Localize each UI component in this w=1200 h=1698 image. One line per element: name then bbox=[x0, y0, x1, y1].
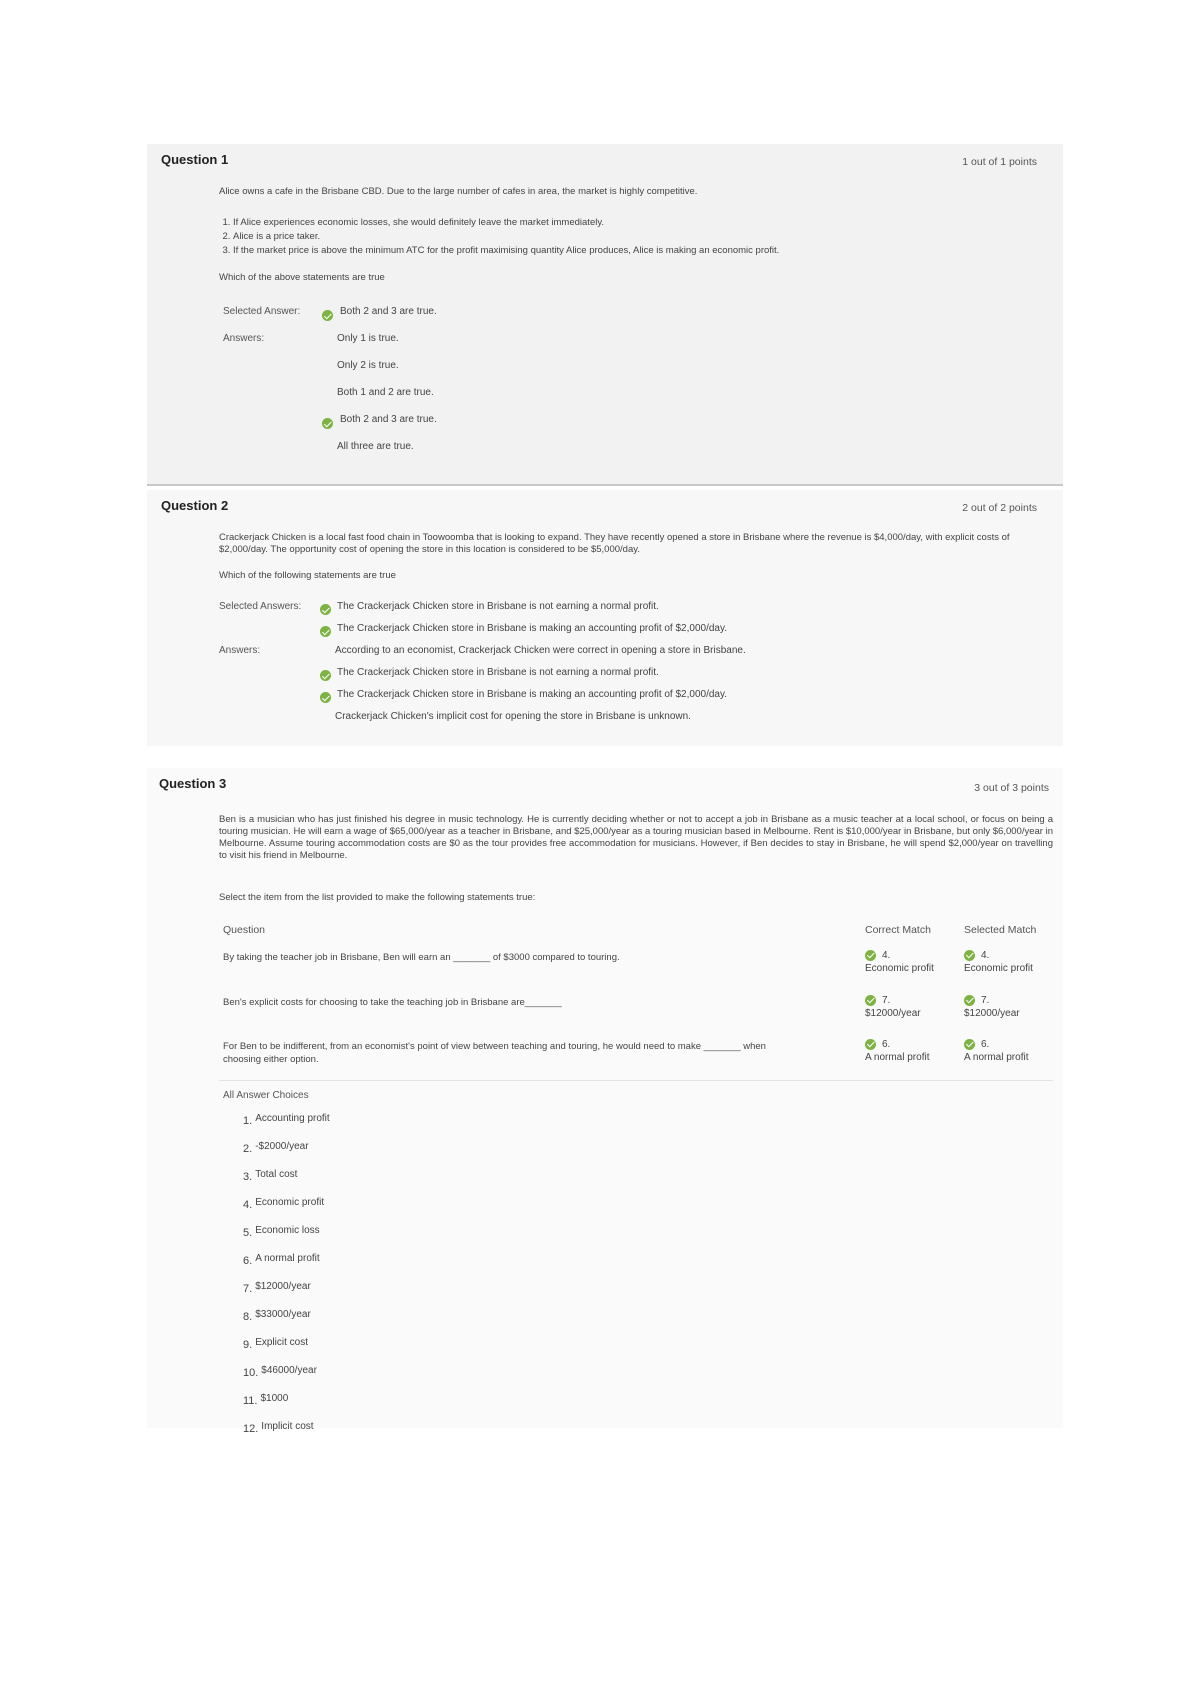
table-divider bbox=[219, 1080, 1053, 1081]
answer-choice: 3. Total cost bbox=[243, 1169, 298, 1183]
correct-check-icon bbox=[865, 950, 876, 961]
question-text: Crackerjack Chicken is a local fast food chain in Toowoomba that is looking to expand. They have recently opened a store in Brisbane where the revenue is $4,000/day, with explicit costs of $2,000/day. The opportunity cost of opening the store in this location is considered to be $5,000/day. bbox=[219, 532, 1010, 555]
question-2-panel bbox=[147, 490, 1063, 746]
match-number: 6. bbox=[981, 1039, 990, 1050]
answer-choice: 5. Economic loss bbox=[243, 1225, 320, 1239]
answer-option: The Crackerjack Chicken store in Brisbane is making an accounting profit of $2,000/day. bbox=[337, 689, 728, 700]
answer-choice: 6. A normal profit bbox=[243, 1253, 320, 1267]
answer-choice: 11. $1000 bbox=[243, 1393, 289, 1407]
correct-check-icon bbox=[322, 418, 333, 429]
answer-option: Both 1 and 2 are true. bbox=[337, 387, 434, 398]
match-question: By taking the teacher job in Brisbane, Ben will earn an _______ of $3000 compared to touring. bbox=[223, 952, 620, 963]
match-number: 6. bbox=[882, 1039, 891, 1050]
correct-match-cell bbox=[865, 994, 921, 1020]
match-number: 4. bbox=[981, 950, 990, 961]
selected-answers-label: Selected Answers: bbox=[219, 601, 302, 612]
question-points: 3 out of 3 points bbox=[974, 782, 1049, 794]
correct-check-icon bbox=[320, 692, 331, 703]
question-prompt: Select the item from the list provided to make the following statements true: bbox=[219, 892, 536, 903]
answer-option: According to an economist, Crackerjack Chicken were correct in opening a store in Brisbane. bbox=[335, 645, 746, 656]
match-question: For Ben to be indifferent, from an economist's point of view between teaching and touring, he would need to make _______ when choosing either option. bbox=[223, 1041, 766, 1065]
answer-choice: 4. Economic profit bbox=[243, 1197, 325, 1211]
column-header-selected-match: Selected Match bbox=[964, 924, 1037, 936]
correct-match-cell bbox=[865, 1038, 929, 1064]
answer-choice: 12. Implicit cost bbox=[243, 1421, 314, 1435]
answer-option: Only 1 is true. bbox=[337, 333, 399, 344]
match-number: 4. bbox=[882, 950, 891, 961]
question-title: Question 2 bbox=[161, 498, 229, 513]
selected-match-cell bbox=[964, 949, 1033, 975]
question-3-panel bbox=[147, 768, 1063, 1435]
question-prompt: Which of the following statements are true bbox=[219, 570, 396, 581]
question-points: 2 out of 2 points bbox=[962, 502, 1037, 514]
answer-option: All three are true. bbox=[337, 441, 414, 452]
correct-check-icon bbox=[964, 1039, 975, 1050]
answer-choice: 10. $46000/year bbox=[243, 1365, 317, 1379]
correct-check-icon bbox=[865, 995, 876, 1006]
answer-option: Both 2 and 3 are true. bbox=[340, 414, 437, 425]
column-header-correct-match: Correct Match bbox=[865, 924, 931, 936]
selected-answer-label: Selected Answer: bbox=[223, 306, 301, 317]
answer-option: The Crackerjack Chicken store in Brisbane is not earning a normal profit. bbox=[337, 667, 659, 678]
correct-match-cell bbox=[865, 949, 934, 975]
question-title: Question 3 bbox=[159, 776, 227, 791]
question-points: 1 out of 1 points bbox=[962, 156, 1037, 168]
question-1-panel bbox=[147, 144, 1063, 486]
question-text: Ben is a musician who has just finished his degree in music technology. He is currently deciding whether or not to accept a job in Brisbane as a music teacher at a local school, or focus on being a touring musician. He will earn a wage of $65,000/year as a teacher in Brisbane, and $25,000/year as a touring musician based in Melbourne. Rent is $10,000/year in Brisbane, but only $6,000/year in Melbourne. Assume touring accommodation costs are $0 as the tour provides free accommodation for musicians. However, if Ben decides to stay in Brisbane, he will spend $2,000/year on travelling to visit his friend in Melbourne. bbox=[219, 814, 1053, 861]
correct-check-icon bbox=[320, 626, 331, 637]
statement-item: 1. If Alice experiences economic losses, she would definitely leave the market immediately. bbox=[233, 216, 779, 230]
answer-option: Only 2 is true. bbox=[337, 360, 399, 371]
match-text: A normal profit bbox=[964, 1052, 1029, 1063]
selected-answer: Both 2 and 3 are true. bbox=[340, 306, 437, 317]
correct-check-icon bbox=[964, 995, 975, 1006]
statement-item: 3. If the market price is above the minimum ATC for the profit maximising quantity Alice produces, Alice is making an economic profit. bbox=[233, 244, 779, 258]
match-text: $12000/year bbox=[964, 1008, 1020, 1019]
selected-answer: The Crackerjack Chicken store in Brisbane is making an accounting profit of $2,000/day. bbox=[337, 623, 728, 634]
answer-choice: 7. $12000/year bbox=[243, 1281, 311, 1295]
match-number: 7. bbox=[981, 995, 990, 1006]
match-text: A normal profit bbox=[865, 1052, 930, 1063]
answer-choice: 2. -$2000/year bbox=[243, 1141, 309, 1155]
selected-match-cell bbox=[964, 994, 1020, 1020]
question-prompt: Which of the above statements are true bbox=[219, 272, 385, 283]
statement-list bbox=[219, 216, 779, 258]
answers-label: Answers: bbox=[219, 645, 261, 656]
match-text: Economic profit bbox=[865, 963, 934, 974]
all-answer-choices-label: All Answer Choices bbox=[223, 1090, 309, 1101]
match-text: $12000/year bbox=[865, 1008, 921, 1019]
correct-check-icon bbox=[320, 604, 331, 615]
selected-answer: The Crackerjack Chicken store in Brisbane is not earning a normal profit. bbox=[337, 601, 659, 612]
match-number: 7. bbox=[882, 995, 891, 1006]
answers-label: Answers: bbox=[223, 333, 265, 344]
match-question: Ben's explicit costs for choosing to take the teaching job in Brisbane are_______ bbox=[223, 997, 562, 1008]
correct-check-icon bbox=[964, 950, 975, 961]
column-header-question: Question bbox=[223, 924, 266, 936]
correct-check-icon bbox=[322, 310, 333, 321]
statement-item: 2. Alice is a price taker. bbox=[233, 230, 779, 244]
question-title: Question 1 bbox=[161, 152, 229, 167]
answer-option: Crackerjack Chicken's implicit cost for opening the store in Brisbane is unknown. bbox=[335, 711, 691, 722]
selected-match-cell bbox=[964, 1038, 1028, 1064]
match-text: Economic profit bbox=[964, 963, 1033, 974]
answer-choice: 1. Accounting profit bbox=[243, 1113, 330, 1127]
question-text: Alice owns a cafe in the Brisbane CBD. Due to the large number of cafes in area, the market is highly competitive. bbox=[219, 186, 698, 197]
answer-choice: 9. Explicit cost bbox=[243, 1337, 308, 1351]
answer-choice: 8. $33000/year bbox=[243, 1309, 311, 1323]
correct-check-icon bbox=[320, 670, 331, 681]
correct-check-icon bbox=[865, 1039, 876, 1050]
